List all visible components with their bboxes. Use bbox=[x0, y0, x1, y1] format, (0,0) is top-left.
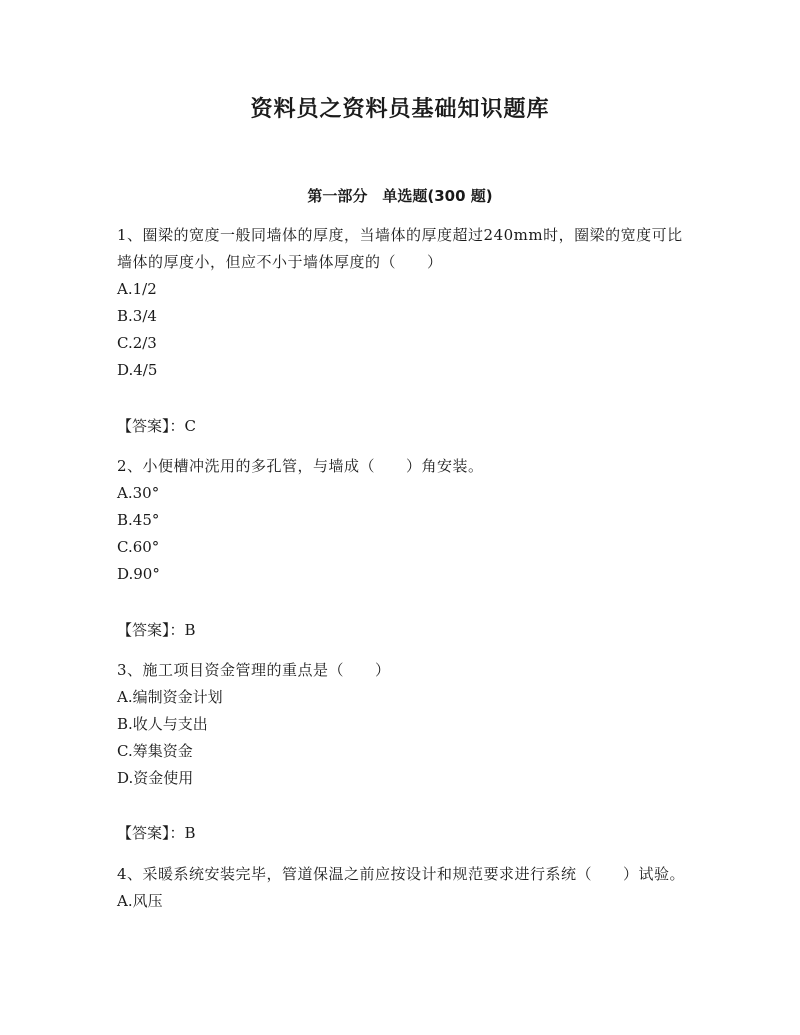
option-b: B.收人与支出 bbox=[117, 715, 208, 733]
answer-label: 【答案】： bbox=[117, 824, 185, 842]
question-3 bbox=[117, 657, 687, 792]
option-d: D.资金使用 bbox=[117, 769, 194, 787]
option-b: B.45° bbox=[117, 511, 160, 529]
question-stem: 1、圈梁的宽度一般同墙体的厚度，当墙体的厚度超过240mm时，圈梁的宽度可比墙体的厚度小，但应不小于墙体厚度的（ ） bbox=[117, 226, 683, 271]
answer-value: C bbox=[184, 417, 196, 435]
answer-3 bbox=[117, 820, 196, 847]
option-a: A.编制资金计划 bbox=[117, 688, 223, 706]
option-d: D.4/5 bbox=[117, 361, 158, 379]
question-2 bbox=[117, 453, 687, 588]
question-4 bbox=[117, 861, 687, 915]
section-heading: 第一部分 单选题(300 题) bbox=[307, 187, 493, 205]
answer-label: 【答案】： bbox=[117, 417, 185, 435]
option-b: B.3/4 bbox=[117, 307, 157, 325]
option-c: C.筹集资金 bbox=[117, 742, 193, 760]
answer-label: 【答案】： bbox=[117, 621, 185, 639]
option-a: A.30° bbox=[117, 484, 160, 502]
question-1 bbox=[117, 222, 687, 384]
answer-1 bbox=[117, 413, 196, 440]
option-a: A.风压 bbox=[117, 892, 163, 910]
option-c: C.2/3 bbox=[117, 334, 157, 352]
option-d: D.90° bbox=[117, 565, 160, 583]
question-stem: 3、施工项目资金管理的重点是（ ） bbox=[117, 661, 391, 679]
question-stem: 4、采暖系统安装完毕，管道保温之前应按设计和规范要求进行系统（ ）试验。 bbox=[117, 865, 686, 883]
answer-value: B bbox=[184, 621, 196, 639]
question-stem: 2、小便槽冲洗用的多孔管，与墙成（ ）角安装。 bbox=[117, 457, 484, 475]
answer-2 bbox=[117, 617, 196, 644]
page-title: 资料员之资料员基础知识题库 bbox=[250, 97, 550, 122]
option-c: C.60° bbox=[117, 538, 160, 556]
option-a: A.1/2 bbox=[117, 280, 157, 298]
answer-value: B bbox=[184, 824, 196, 842]
